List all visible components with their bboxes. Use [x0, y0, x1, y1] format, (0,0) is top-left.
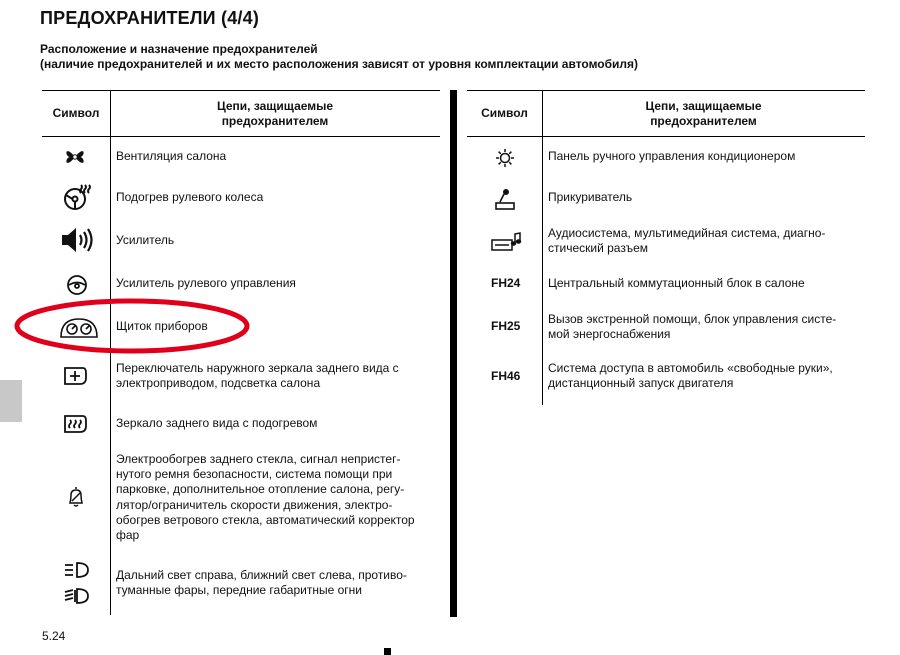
- table-header-rule: [467, 136, 865, 137]
- table-header-rule: [42, 136, 440, 137]
- column-header-circuits: Цепи, защищаемые предохранителем: [645, 99, 762, 128]
- circuit-label-headlights: Дальний свет справа, ближний свет слева, противо- туманные фары, передние габаритные огни: [116, 568, 407, 598]
- circuit-label-fh46: Система доступа в автомобиль «свободные руки», дистанционный запуск двигателя: [548, 361, 833, 391]
- section-subtitle: Расположение и назначение предохранителей: [40, 42, 318, 56]
- table-column-divider: [542, 90, 543, 405]
- circuit-label-instrument-panel: Щиток приборов: [116, 319, 208, 333]
- side-tab-marker: [0, 380, 22, 422]
- circuit-label-audio: Аудиосистема, мультимедийная система, диагно- стический разъем: [548, 226, 826, 256]
- heated-mirror-icon: [62, 413, 88, 435]
- highlight-circle: [14, 297, 250, 355]
- circuit-label-heated-wheel: Подогрев рулевого колеса: [116, 190, 264, 204]
- column-header-circuits: Цепи, защищаемые предохранителем: [216, 99, 334, 128]
- column-header-symbol: Символ: [481, 106, 528, 120]
- circuit-label-power-steering: Усилитель рулевого управления: [116, 276, 296, 290]
- air-conditioning-icon: [495, 148, 515, 168]
- fuse-code-fh46: FH46: [491, 369, 521, 383]
- circuit-label-heated-mirror: Зеркало заднего вида с подогревом: [116, 416, 318, 430]
- page-title: ПРЕДОХРАНИТЕЛИ (4/4): [40, 8, 260, 28]
- section-note: (наличие предохранителей и их место расположения зависят от уровня комплектации автомобиля): [40, 57, 639, 71]
- table-top-rule: [467, 90, 865, 91]
- page-marker: [384, 648, 391, 655]
- mirror-adjust-icon: [62, 365, 88, 387]
- table-top-rule: [42, 90, 440, 91]
- circuit-label-lighter: Прикуриватель: [548, 190, 633, 204]
- heated-steering-wheel-icon: [61, 182, 93, 212]
- fan-icon: [63, 146, 87, 168]
- seatbelt-warning-icon: [66, 485, 86, 509]
- column-separator-bar: [450, 90, 457, 617]
- audio-system-icon: [490, 231, 522, 253]
- circuit-label-rear-defrost-group: Электрообогрев заднего стекла, сигнал непристег- нутого ремня безопасности, система помощи при парковке, дополнительное отопление салона, регу- лятор/ограничитель скорости движения, электро- обогрев ветрового стекла, автоматический корректор фар: [116, 452, 415, 543]
- column-header-symbol: Символ: [52, 106, 100, 120]
- headlight-icon: [63, 560, 91, 608]
- cigarette-lighter-icon: [493, 187, 517, 211]
- circuit-label-ac-panel: Панель ручного управления кондиционером: [548, 149, 796, 163]
- circuit-label-mirror-switch: Переключатель наружного зеркала заднего вида с электроприводом, подсветка салона: [116, 361, 399, 391]
- steering-wheel-icon: [66, 274, 88, 296]
- page-number: 5.24: [42, 629, 66, 643]
- speaker-icon: [60, 226, 94, 254]
- circuit-label-amplifier: Усилитель: [116, 233, 175, 247]
- fuse-code-fh25: FH25: [491, 319, 521, 333]
- circuit-label-ventilation: Вентиляция салона: [116, 149, 227, 163]
- circuit-label-fh25: Вызов экстренной помощи, блок управления систе- мой энергоснабжения: [548, 312, 837, 342]
- circuit-label-fh24: Центральный коммутационный блок в салоне: [548, 276, 805, 290]
- fuse-code-fh24: FH24: [491, 276, 521, 290]
